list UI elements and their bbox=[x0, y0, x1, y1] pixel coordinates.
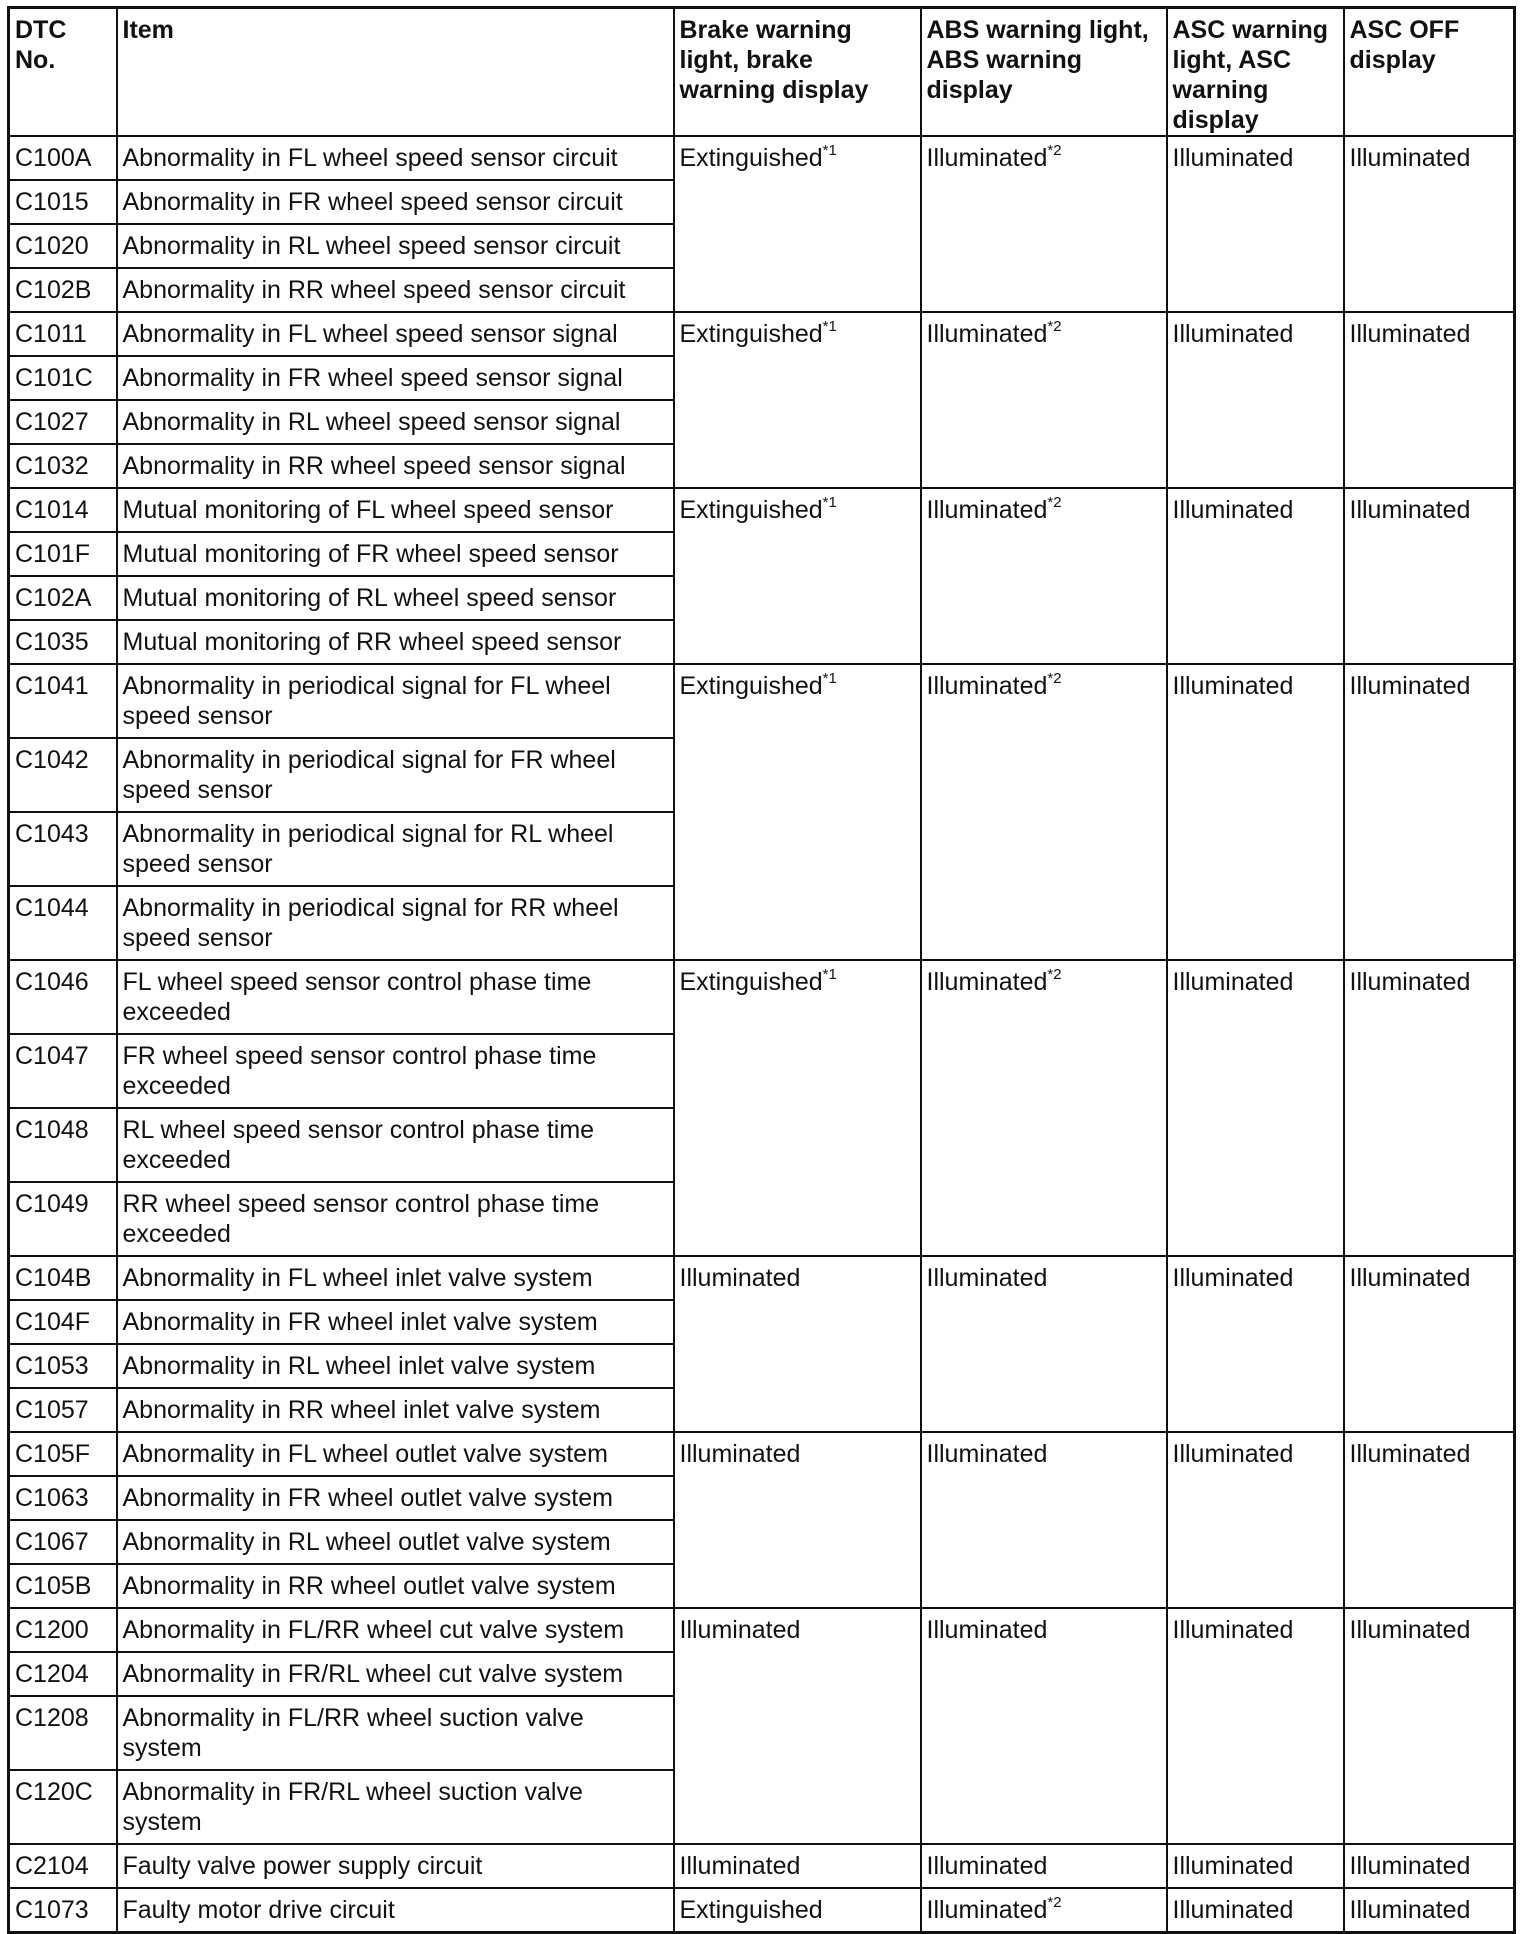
item-cell: Abnormality in FL wheel inlet valve system bbox=[117, 1256, 674, 1300]
dtc-code-cell: C1063 bbox=[9, 1476, 117, 1520]
item-cell: Abnormality in RR wheel inlet valve system bbox=[117, 1388, 674, 1432]
asc-status-cell bbox=[1167, 1888, 1344, 1933]
table-row bbox=[9, 664, 1515, 738]
header-dtc-no: DTC No. bbox=[9, 8, 117, 137]
header-item: Item bbox=[117, 8, 674, 137]
item-cell: Abnormality in FR wheel speed sensor circuit bbox=[117, 180, 674, 224]
item-cell: Faulty motor drive circuit bbox=[117, 1888, 674, 1933]
asc-status-cell-value: Illuminated bbox=[1172, 1852, 1294, 1880]
item-cell: RR wheel speed sensor control phase time exceeded bbox=[117, 1182, 674, 1256]
dtc-code-cell: C1011 bbox=[9, 312, 117, 356]
asc-status-cell-value: Illuminated bbox=[1172, 144, 1294, 172]
item-cell: Abnormality in FR wheel outlet valve system bbox=[117, 1476, 674, 1520]
table-header-row bbox=[9, 8, 1515, 137]
brake-status-cell bbox=[674, 1844, 921, 1888]
asc-off-status-cell-value: Illuminated bbox=[1349, 320, 1471, 348]
asc-status-cell-value: Illuminated bbox=[1172, 1440, 1294, 1468]
dtc-code-cell: C1200 bbox=[9, 1608, 117, 1652]
asc-off-status-cell-value: Illuminated bbox=[1349, 1852, 1471, 1880]
asc-off-status-cell bbox=[1344, 312, 1515, 488]
item-cell: RL wheel speed sensor control phase time exceeded bbox=[117, 1108, 674, 1182]
abs-status-cell-value: Illuminated bbox=[926, 1440, 1048, 1468]
abs-status-cell bbox=[921, 1256, 1167, 1432]
dtc-code-cell: C102B bbox=[9, 268, 117, 312]
dtc-code-cell: C120C bbox=[9, 1770, 117, 1844]
dtc-code-cell: C1048 bbox=[9, 1108, 117, 1182]
asc-status-cell bbox=[1167, 1432, 1344, 1608]
item-cell: Abnormality in periodical signal for RL wheel speed sensor bbox=[117, 812, 674, 886]
footnote-mark: *1 bbox=[822, 141, 837, 159]
abs-status-cell bbox=[921, 488, 1167, 664]
asc-status-cell-value: Illuminated bbox=[1172, 968, 1294, 996]
table-row bbox=[9, 1256, 1515, 1300]
footnote-mark: *1 bbox=[822, 965, 837, 983]
dtc-code-cell: C101F bbox=[9, 532, 117, 576]
dtc-code-cell: C1042 bbox=[9, 738, 117, 812]
asc-status-cell-value: Illuminated bbox=[1172, 496, 1294, 524]
header-asc-off: ASC OFF display bbox=[1344, 8, 1515, 137]
asc-off-status-cell-value: Illuminated bbox=[1349, 1616, 1471, 1644]
item-cell: Abnormality in RL wheel inlet valve system bbox=[117, 1344, 674, 1388]
abs-status-cell bbox=[921, 312, 1167, 488]
item-cell: FR wheel speed sensor control phase time exceeded bbox=[117, 1034, 674, 1108]
brake-status-cell-value: Extinguished bbox=[679, 144, 823, 172]
footnote-mark: *2 bbox=[1047, 669, 1062, 687]
dtc-code-cell: C104F bbox=[9, 1300, 117, 1344]
dtc-code-cell: C1027 bbox=[9, 400, 117, 444]
brake-status-cell-value: Extinguished bbox=[679, 672, 823, 700]
item-cell: Abnormality in periodical signal for FL wheel speed sensor bbox=[117, 664, 674, 738]
asc-status-cell-value: Illuminated bbox=[1172, 1896, 1294, 1924]
asc-off-status-cell-value: Illuminated bbox=[1349, 144, 1471, 172]
abs-status-cell bbox=[921, 664, 1167, 960]
dtc-code-cell: C100A bbox=[9, 136, 117, 180]
asc-off-status-cell bbox=[1344, 1608, 1515, 1844]
brake-status-cell bbox=[674, 664, 921, 960]
abs-status-cell-value: Illuminated bbox=[926, 144, 1048, 172]
item-cell: FL wheel speed sensor control phase time exceeded bbox=[117, 960, 674, 1034]
brake-status-cell bbox=[674, 1608, 921, 1844]
item-cell: Mutual monitoring of RL wheel speed sensor bbox=[117, 576, 674, 620]
asc-status-cell bbox=[1167, 960, 1344, 1256]
header-brake-warning: Brake warning light, brake warning display bbox=[674, 8, 921, 137]
asc-off-status-cell bbox=[1344, 664, 1515, 960]
abs-status-cell bbox=[921, 1432, 1167, 1608]
asc-status-cell bbox=[1167, 312, 1344, 488]
table-row bbox=[9, 488, 1515, 532]
dtc-code-cell: C1035 bbox=[9, 620, 117, 664]
abs-status-cell-value: Illuminated bbox=[926, 1616, 1048, 1644]
brake-status-cell bbox=[674, 136, 921, 312]
item-cell: Abnormality in FL wheel outlet valve system bbox=[117, 1432, 674, 1476]
asc-status-cell-value: Illuminated bbox=[1172, 1616, 1294, 1644]
abs-status-cell-value: Illuminated bbox=[926, 1896, 1048, 1924]
brake-status-cell bbox=[674, 1256, 921, 1432]
asc-off-status-cell-value: Illuminated bbox=[1349, 672, 1471, 700]
footnote-mark: *1 bbox=[822, 317, 837, 335]
asc-off-status-cell bbox=[1344, 136, 1515, 312]
item-cell: Abnormality in FL wheel speed sensor circuit bbox=[117, 136, 674, 180]
asc-off-status-cell bbox=[1344, 488, 1515, 664]
brake-status-cell-value: Illuminated bbox=[679, 1852, 801, 1880]
table-row bbox=[9, 1608, 1515, 1652]
dtc-code-cell: C1043 bbox=[9, 812, 117, 886]
dtc-code-cell: C1047 bbox=[9, 1034, 117, 1108]
asc-status-cell bbox=[1167, 1256, 1344, 1432]
asc-status-cell bbox=[1167, 664, 1344, 960]
footnote-mark: *2 bbox=[1047, 1893, 1062, 1911]
item-cell: Abnormality in FL/RR wheel cut valve system bbox=[117, 1608, 674, 1652]
asc-status-cell bbox=[1167, 136, 1344, 312]
asc-status-cell bbox=[1167, 1844, 1344, 1888]
asc-off-status-cell bbox=[1344, 1256, 1515, 1432]
brake-status-cell-value: Extinguished bbox=[679, 1896, 823, 1924]
dtc-code-cell: C1049 bbox=[9, 1182, 117, 1256]
abs-status-cell-value: Illuminated bbox=[926, 968, 1048, 996]
dtc-code-cell: C2104 bbox=[9, 1844, 117, 1888]
footnote-mark: *1 bbox=[822, 669, 837, 687]
abs-status-cell bbox=[921, 1844, 1167, 1888]
header-asc-warning: ASC warning light, ASC warning display bbox=[1167, 8, 1344, 137]
asc-off-status-cell bbox=[1344, 960, 1515, 1256]
asc-off-status-cell bbox=[1344, 1432, 1515, 1608]
dtc-code-cell: C1041 bbox=[9, 664, 117, 738]
dtc-code-cell: C1208 bbox=[9, 1696, 117, 1770]
abs-status-cell-value: Illuminated bbox=[926, 1852, 1048, 1880]
asc-off-status-cell-value: Illuminated bbox=[1349, 1264, 1471, 1292]
brake-status-cell-value: Illuminated bbox=[679, 1264, 801, 1292]
abs-status-cell-value: Illuminated bbox=[926, 672, 1048, 700]
abs-status-cell-value: Illuminated bbox=[926, 496, 1048, 524]
dtc-code-cell: C101C bbox=[9, 356, 117, 400]
table-row bbox=[9, 312, 1515, 356]
item-cell: Abnormality in FL/RR wheel suction valve system bbox=[117, 1696, 674, 1770]
brake-status-cell bbox=[674, 488, 921, 664]
dtc-code-cell: C1067 bbox=[9, 1520, 117, 1564]
item-cell: Abnormality in RL wheel speed sensor circuit bbox=[117, 224, 674, 268]
item-cell: Abnormality in periodical signal for RR wheel speed sensor bbox=[117, 886, 674, 960]
abs-status-cell bbox=[921, 1608, 1167, 1844]
item-cell: Abnormality in FR/RL wheel cut valve system bbox=[117, 1652, 674, 1696]
abs-status-cell bbox=[921, 960, 1167, 1256]
asc-status-cell-value: Illuminated bbox=[1172, 1264, 1294, 1292]
item-cell: Abnormality in RR wheel speed sensor circuit bbox=[117, 268, 674, 312]
footnote-mark: *2 bbox=[1047, 317, 1062, 335]
abs-status-cell-value: Illuminated bbox=[926, 1264, 1048, 1292]
table-body bbox=[9, 136, 1515, 1933]
footnote-mark: *1 bbox=[822, 493, 837, 511]
dtc-code-cell: C1204 bbox=[9, 1652, 117, 1696]
item-cell: Abnormality in RL wheel outlet valve system bbox=[117, 1520, 674, 1564]
asc-off-status-cell-value: Illuminated bbox=[1349, 496, 1471, 524]
dtc-code-cell: C1046 bbox=[9, 960, 117, 1034]
dtc-code-cell: C102A bbox=[9, 576, 117, 620]
item-cell: Mutual monitoring of RR wheel speed sensor bbox=[117, 620, 674, 664]
table-row bbox=[9, 1432, 1515, 1476]
item-cell: Faulty valve power supply circuit bbox=[117, 1844, 674, 1888]
dtc-code-cell: C104B bbox=[9, 1256, 117, 1300]
asc-status-cell-value: Illuminated bbox=[1172, 320, 1294, 348]
table-row bbox=[9, 960, 1515, 1034]
brake-status-cell bbox=[674, 1888, 921, 1933]
dtc-code-cell: C1014 bbox=[9, 488, 117, 532]
asc-status-cell bbox=[1167, 1608, 1344, 1844]
dtc-code-cell: C1032 bbox=[9, 444, 117, 488]
asc-off-status-cell-value: Illuminated bbox=[1349, 1440, 1471, 1468]
dtc-code-cell: C1020 bbox=[9, 224, 117, 268]
item-cell: Abnormality in FR wheel inlet valve system bbox=[117, 1300, 674, 1344]
item-cell: Abnormality in RR wheel outlet valve system bbox=[117, 1564, 674, 1608]
dtc-code-cell: C1015 bbox=[9, 180, 117, 224]
header-abs-warning: ABS warning light, ABS warning display bbox=[921, 8, 1167, 137]
brake-status-cell bbox=[674, 1432, 921, 1608]
abs-status-cell-value: Illuminated bbox=[926, 320, 1048, 348]
item-cell: Abnormality in FR wheel speed sensor signal bbox=[117, 356, 674, 400]
table-row bbox=[9, 136, 1515, 180]
footnote-mark: *2 bbox=[1047, 141, 1062, 159]
dtc-table bbox=[7, 6, 1516, 1934]
brake-status-cell-value: Extinguished bbox=[679, 496, 823, 524]
dtc-code-cell: C1073 bbox=[9, 1888, 117, 1933]
asc-off-status-cell bbox=[1344, 1844, 1515, 1888]
footnote-mark: *2 bbox=[1047, 965, 1062, 983]
brake-status-cell-value: Extinguished bbox=[679, 320, 823, 348]
item-cell: Abnormality in FL wheel speed sensor signal bbox=[117, 312, 674, 356]
dtc-code-cell: C105B bbox=[9, 1564, 117, 1608]
asc-status-cell bbox=[1167, 488, 1344, 664]
dtc-code-cell: C1057 bbox=[9, 1388, 117, 1432]
asc-off-status-cell bbox=[1344, 1888, 1515, 1933]
brake-status-cell-value: Illuminated bbox=[679, 1616, 801, 1644]
asc-off-status-cell-value: Illuminated bbox=[1349, 968, 1471, 996]
item-cell: Abnormality in periodical signal for FR wheel speed sensor bbox=[117, 738, 674, 812]
item-cell: Abnormality in FR/RL wheel suction valve system bbox=[117, 1770, 674, 1844]
brake-status-cell-value: Extinguished bbox=[679, 968, 823, 996]
item-cell: Abnormality in RL wheel speed sensor signal bbox=[117, 400, 674, 444]
brake-status-cell bbox=[674, 960, 921, 1256]
asc-off-status-cell-value: Illuminated bbox=[1349, 1896, 1471, 1924]
abs-status-cell bbox=[921, 136, 1167, 312]
brake-status-cell-value: Illuminated bbox=[679, 1440, 801, 1468]
asc-status-cell-value: Illuminated bbox=[1172, 672, 1294, 700]
dtc-code-cell: C1053 bbox=[9, 1344, 117, 1388]
dtc-code-cell: C1044 bbox=[9, 886, 117, 960]
table-row bbox=[9, 1888, 1515, 1933]
table-row bbox=[9, 1844, 1515, 1888]
item-cell: Abnormality in RR wheel speed sensor signal bbox=[117, 444, 674, 488]
footnote-mark: *2 bbox=[1047, 493, 1062, 511]
item-cell: Mutual monitoring of FR wheel speed sensor bbox=[117, 532, 674, 576]
item-cell: Mutual monitoring of FL wheel speed sensor bbox=[117, 488, 674, 532]
abs-status-cell bbox=[921, 1888, 1167, 1933]
dtc-code-cell: C105F bbox=[9, 1432, 117, 1476]
brake-status-cell bbox=[674, 312, 921, 488]
